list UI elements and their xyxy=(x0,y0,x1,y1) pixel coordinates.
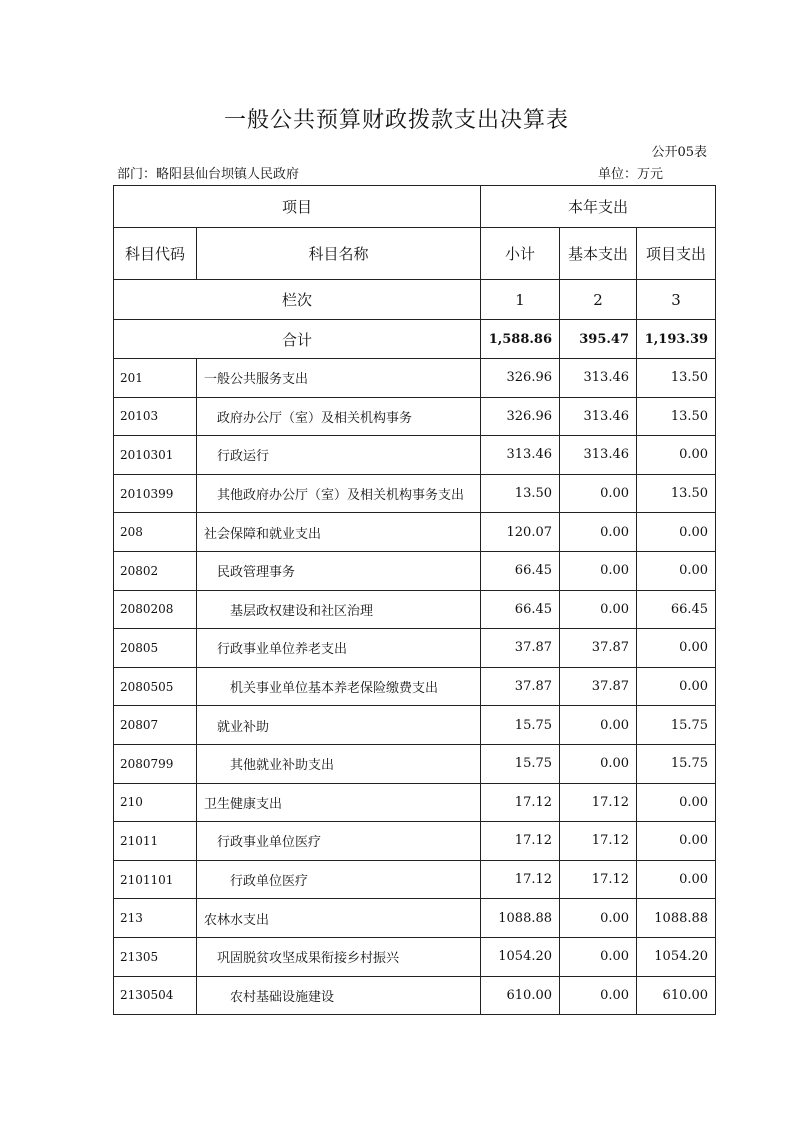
row-code: 20805 xyxy=(114,629,197,668)
table-row xyxy=(114,629,716,668)
row-code: 2010399 xyxy=(114,474,197,513)
row-basic: 0.00 xyxy=(560,513,637,552)
row-project: 610.00 xyxy=(637,976,716,1015)
unit-label: 单位：万元 xyxy=(598,167,664,182)
table-row xyxy=(114,783,716,822)
row-basic: 17.12 xyxy=(560,822,637,861)
row-basic: 37.87 xyxy=(560,667,637,706)
total-basic: 395.47 xyxy=(560,320,637,359)
row-project: 0.00 xyxy=(637,551,716,590)
table-row xyxy=(114,551,716,590)
total-row xyxy=(114,320,716,359)
row-name: 农村基础设施建设 xyxy=(197,976,481,1015)
row-code: 2080208 xyxy=(114,590,197,629)
header-basic: 基本支出 xyxy=(560,228,637,280)
row-name: 一般公共服务支出 xyxy=(197,359,481,398)
row-basic: 0.00 xyxy=(560,744,637,783)
row-subtotal: 610.00 xyxy=(481,976,560,1015)
row-subtotal: 13.50 xyxy=(481,474,560,513)
row-subtotal: 37.87 xyxy=(481,667,560,706)
row-project: 0.00 xyxy=(637,513,716,552)
table-row xyxy=(114,744,716,783)
row-code: 21011 xyxy=(114,822,197,861)
table-row xyxy=(114,590,716,629)
row-basic: 17.12 xyxy=(560,860,637,899)
row-name: 其他就业补助支出 xyxy=(197,744,481,783)
row-subtotal: 120.07 xyxy=(481,513,560,552)
row-project: 0.00 xyxy=(637,822,716,861)
page-title: 一般公共预算财政拨款支出决算表 xyxy=(223,108,569,133)
row-code: 2010301 xyxy=(114,436,197,475)
row-name: 行政事业单位养老支出 xyxy=(197,629,481,668)
header-subtotal: 小计 xyxy=(481,228,560,280)
row-basic: 0.00 xyxy=(560,899,637,938)
form-number: 公开05表 xyxy=(651,145,707,160)
table-row xyxy=(114,899,716,938)
row-project: 13.50 xyxy=(637,474,716,513)
table-row xyxy=(114,937,716,976)
header-row-2 xyxy=(114,228,716,280)
row-basic: 0.00 xyxy=(560,706,637,745)
row-project: 15.75 xyxy=(637,744,716,783)
row-basic: 313.46 xyxy=(560,359,637,398)
table-row xyxy=(114,359,716,398)
row-name: 政府办公厅（室）及相关机构事务 xyxy=(197,397,481,436)
total-label: 合计 xyxy=(114,320,481,359)
header-year-expense: 本年支出 xyxy=(481,186,716,228)
row-basic: 17.12 xyxy=(560,783,637,822)
row-basic: 37.87 xyxy=(560,629,637,668)
row-project: 13.50 xyxy=(637,359,716,398)
row-subtotal: 1054.20 xyxy=(481,937,560,976)
row-project: 1054.20 xyxy=(637,937,716,976)
row-subtotal: 17.12 xyxy=(481,783,560,822)
row-name: 就业补助 xyxy=(197,706,481,745)
row-basic: 313.46 xyxy=(560,397,637,436)
header-col2: 2 xyxy=(560,280,637,320)
row-basic: 313.46 xyxy=(560,436,637,475)
table-row xyxy=(114,436,716,475)
total-project: 1,193.39 xyxy=(637,320,716,359)
table-row xyxy=(114,474,716,513)
row-name: 社会保障和就业支出 xyxy=(197,513,481,552)
table-row xyxy=(114,513,716,552)
row-project: 0.00 xyxy=(637,783,716,822)
row-name: 卫生健康支出 xyxy=(197,783,481,822)
table-row xyxy=(114,397,716,436)
row-code: 213 xyxy=(114,899,197,938)
row-code: 20103 xyxy=(114,397,197,436)
row-code: 20807 xyxy=(114,706,197,745)
row-subtotal: 1088.88 xyxy=(481,899,560,938)
row-project: 15.75 xyxy=(637,706,716,745)
row-name: 巩固脱贫攻坚成果衔接乡村振兴 xyxy=(197,937,481,976)
row-project: 1088.88 xyxy=(637,899,716,938)
row-project: 0.00 xyxy=(637,436,716,475)
row-code: 208 xyxy=(114,513,197,552)
row-subtotal: 326.96 xyxy=(481,397,560,436)
header-col3: 3 xyxy=(637,280,716,320)
row-code: 21305 xyxy=(114,937,197,976)
row-name: 农林水支出 xyxy=(197,899,481,938)
row-project: 0.00 xyxy=(637,629,716,668)
row-subtotal: 15.75 xyxy=(481,706,560,745)
row-code: 20802 xyxy=(114,551,197,590)
row-subtotal: 17.12 xyxy=(481,860,560,899)
header-row-1 xyxy=(114,186,716,228)
row-name: 行政事业单位医疗 xyxy=(197,822,481,861)
row-name: 其他政府办公厅（室）及相关机构事务支出 xyxy=(197,474,481,513)
table-row xyxy=(114,860,716,899)
table-row xyxy=(114,822,716,861)
table-row xyxy=(114,667,716,706)
header-column-index: 栏次 xyxy=(114,280,481,320)
expenditure-table xyxy=(113,185,716,1015)
row-subtotal: 15.75 xyxy=(481,744,560,783)
row-subtotal: 66.45 xyxy=(481,551,560,590)
department-label: 部门：略阳县仙台坝镇人民政府 xyxy=(117,167,300,182)
row-code: 210 xyxy=(114,783,197,822)
row-project: 66.45 xyxy=(637,590,716,629)
row-subtotal: 17.12 xyxy=(481,822,560,861)
row-code: 2080505 xyxy=(114,667,197,706)
header-project-expense: 项目支出 xyxy=(637,228,716,280)
row-basic: 0.00 xyxy=(560,474,637,513)
row-name: 民政管理事务 xyxy=(197,551,481,590)
row-code: 2130504 xyxy=(114,976,197,1015)
row-subtotal: 37.87 xyxy=(481,629,560,668)
row-basic: 0.00 xyxy=(560,551,637,590)
header-name: 科目名称 xyxy=(197,228,481,280)
row-code: 201 xyxy=(114,359,197,398)
row-name: 行政运行 xyxy=(197,436,481,475)
row-subtotal: 66.45 xyxy=(481,590,560,629)
row-basic: 0.00 xyxy=(560,590,637,629)
header-row-3 xyxy=(114,280,716,320)
row-basic: 0.00 xyxy=(560,976,637,1015)
row-name: 机关事业单位基本养老保险缴费支出 xyxy=(197,667,481,706)
table-row xyxy=(114,706,716,745)
row-project: 0.00 xyxy=(637,860,716,899)
row-code: 2080799 xyxy=(114,744,197,783)
header-code: 科目代码 xyxy=(114,228,197,280)
row-code: 2101101 xyxy=(114,860,197,899)
total-subtotal: 1,588.86 xyxy=(481,320,560,359)
row-basic: 0.00 xyxy=(560,937,637,976)
row-subtotal: 313.46 xyxy=(481,436,560,475)
header-project: 项目 xyxy=(114,186,481,228)
row-project: 0.00 xyxy=(637,667,716,706)
row-project: 13.50 xyxy=(637,397,716,436)
row-subtotal: 326.96 xyxy=(481,359,560,398)
row-name: 基层政权建设和社区治理 xyxy=(197,590,481,629)
row-name: 行政单位医疗 xyxy=(197,860,481,899)
header-col1: 1 xyxy=(481,280,560,320)
table-row xyxy=(114,976,716,1015)
